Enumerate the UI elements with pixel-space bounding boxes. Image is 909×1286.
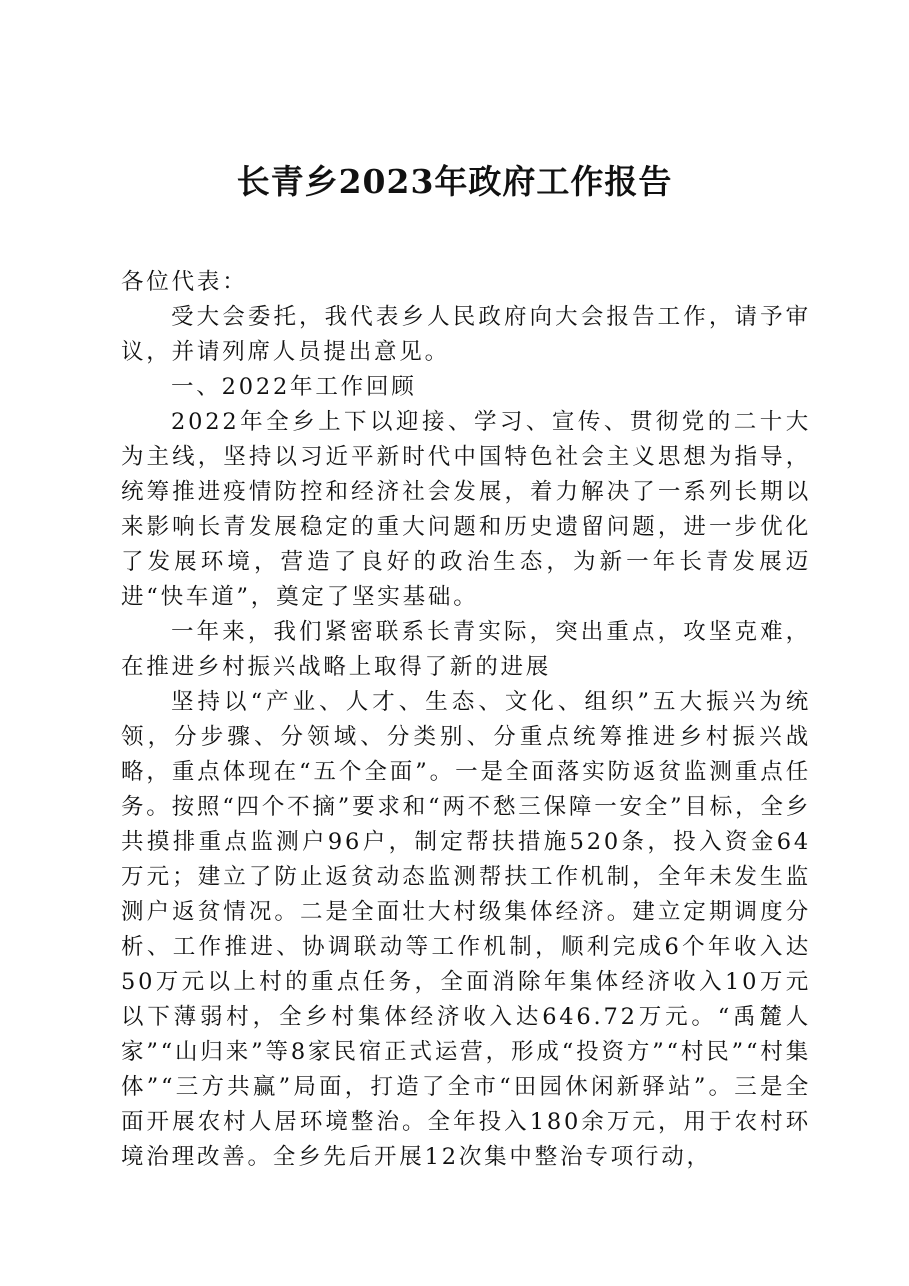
paragraph-rural-revitalization: 坚持以“产业、人才、生态、文化、组织”五大振兴为统领，分步骤、分领域、分类别、分重点统筹推进乡村振兴战略，重点体现在“五个全面”。一是全面落实防返贫监测重点任务。按照“四个不摘”要求和“两不愁三保障一安全”目标，全乡共摸排重点监测户96户，制定帮扶措施520条，投入资金64万元；建立了防止返贫动态监测帮扶工作机制，全年未发生监测户返贫情况。二是全面壮大村级集体经济。建立定期调度分析、工作推进、协调联动等工作机制，顺利完成6个年收入达50万元以上村的重点任务，全面消除年集体经济收入10万元以下薄弱村，全乡村集体经济收入达646.72万元。“禹麓人家”“山归来”等8家民宿正式运营，形成“投资方”“村民”“村集体”“三方共赢”局面，打造了全市“田园休闲新驿站”。三是全面开展农村人居环境整治。全年投入180余万元，用于农村环境治理改善。全乡先后开展12次集中整治专项行动，: [121, 689, 811, 1170]
paragraph-overview: 2022年全乡上下以迎接、学习、宣传、贯彻党的二十大为主线，坚持以习近平新时代中国特色社会主义思想为指导，统筹推进疫情防控和经济社会发展，着力解决了一系列长期以来影响长青发展稳定的重大问题和历史遗留问题，进一步优化了发展环境，营造了良好的政治生态，为新一年长青发展迈进“快车道”，奠定了坚实基础。: [121, 409, 811, 610]
paragraph-intro: 受大会委托，我代表乡人民政府向大会报告工作，请予审议，并请列席人员提出意见。: [121, 304, 811, 365]
paragraph-subheading: 一年来，我们紧密联系长青实际，突出重点，攻坚克难，在推进乡村振兴战略上取得了新的进展: [121, 619, 811, 680]
salutation: 各位代表：: [121, 269, 248, 295]
section-heading: 一、2022年工作回顾: [171, 374, 417, 400]
document-body: [121, 265, 811, 1175]
document-title: 长青乡2023年政府工作报告: [236, 162, 673, 201]
